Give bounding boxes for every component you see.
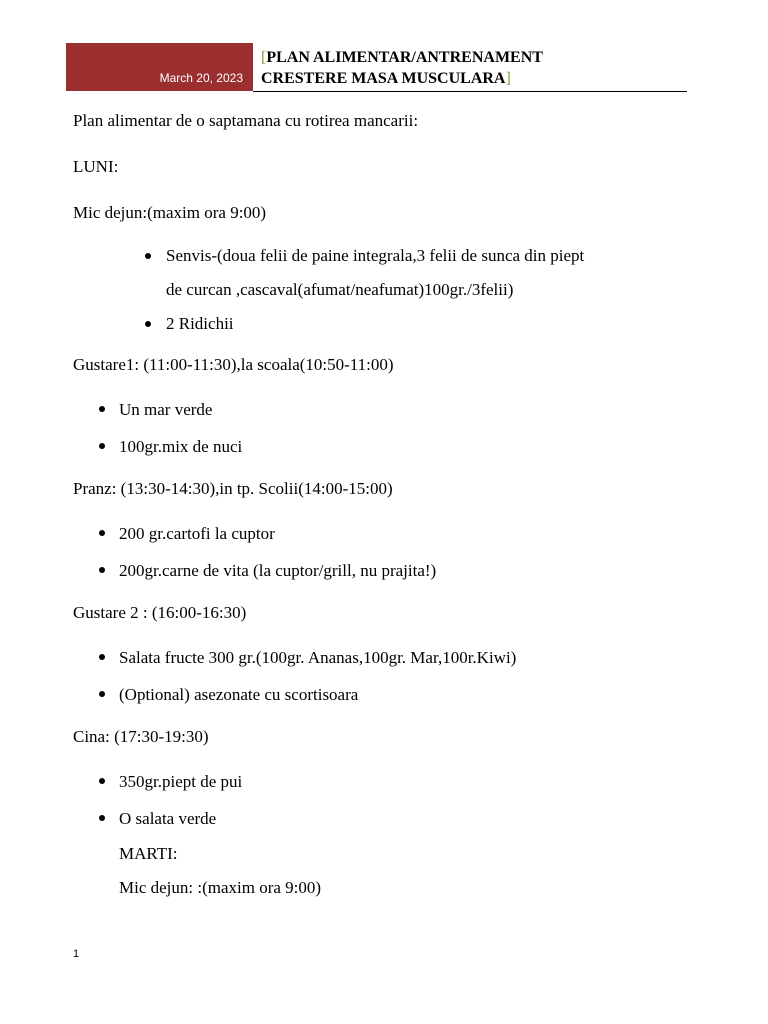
list-item: O salata verde: [73, 800, 693, 837]
list-item: Salata fructe 300 gr.(100gr. Ananas,100gr. Mar,100r.Kiwi): [73, 639, 693, 676]
bullet-icon: [99, 406, 105, 412]
title-bracket-open: [: [261, 49, 267, 66]
day-heading-marti: MARTI:: [119, 844, 178, 863]
title-bracket-close: ]: [505, 70, 511, 87]
header-date: March 20, 2023: [159, 71, 243, 85]
list-item: 200gr.carne de vita (la cuptor/grill, nu prajita!): [73, 552, 693, 589]
list-item: Senvis-(doua felii de paine integrala,3 felii de sunca din piept: [73, 239, 693, 273]
document-title: [261, 47, 543, 89]
title-line-2: CRESTERE MASA MUSCULARA: [261, 70, 506, 87]
bullet-icon: [99, 691, 105, 697]
bullet-icon: [99, 815, 105, 821]
dinner-list: [73, 763, 693, 837]
breakfast-list: [73, 239, 693, 341]
day2-breakfast-heading: Mic dejun: :(maxim ora 9:00): [119, 878, 322, 897]
bullet-icon: [145, 321, 151, 327]
list-item: Un mar verde: [73, 391, 693, 428]
bullet-icon: [99, 530, 105, 536]
document-body: [73, 107, 693, 905]
title-line-1: PLAN ALIMENTAR/ANTRENAMENT: [266, 49, 543, 66]
bullet-icon: [99, 567, 105, 573]
lunch-heading: Pranz: (13:30-14:30),in tp. Scolii(14:00-15:00): [73, 479, 393, 498]
list-item: 350gr.piept de pui: [73, 763, 693, 800]
lunch-list: [73, 515, 693, 589]
dinner-heading: Cina: (17:30-19:30): [73, 727, 209, 746]
snack1-heading: Gustare1: (11:00-11:30),la scoala(10:50-11:00): [73, 355, 394, 374]
header-date-box: [66, 43, 253, 91]
list-item: 100gr.mix de nuci: [73, 428, 693, 465]
bullet-icon: [99, 443, 105, 449]
page-number: 1: [73, 948, 80, 960]
list-item: (Optional) asezonate cu scortisoara: [73, 676, 693, 713]
snack1-list: [73, 391, 693, 465]
bullet-icon: [99, 778, 105, 784]
list-item: 200 gr.cartofi la cuptor: [73, 515, 693, 552]
bullet-icon: [99, 654, 105, 660]
bullet-icon: [145, 253, 151, 259]
breakfast-heading: Mic dejun:(maxim ora 9:00): [73, 203, 267, 222]
day-heading-luni: LUNI:: [73, 157, 119, 176]
list-item-continuation: de curcan ,cascaval(afumat/neafumat)100gr./3felii): [166, 280, 514, 299]
intro-text: Plan alimentar de o saptamana cu rotirea mancarii:: [73, 111, 419, 130]
snack2-heading: Gustare 2 : (16:00-16:30): [73, 603, 247, 622]
header-divider: [253, 91, 687, 92]
list-item: 2 Ridichii: [73, 307, 693, 341]
snack2-list: [73, 639, 693, 713]
